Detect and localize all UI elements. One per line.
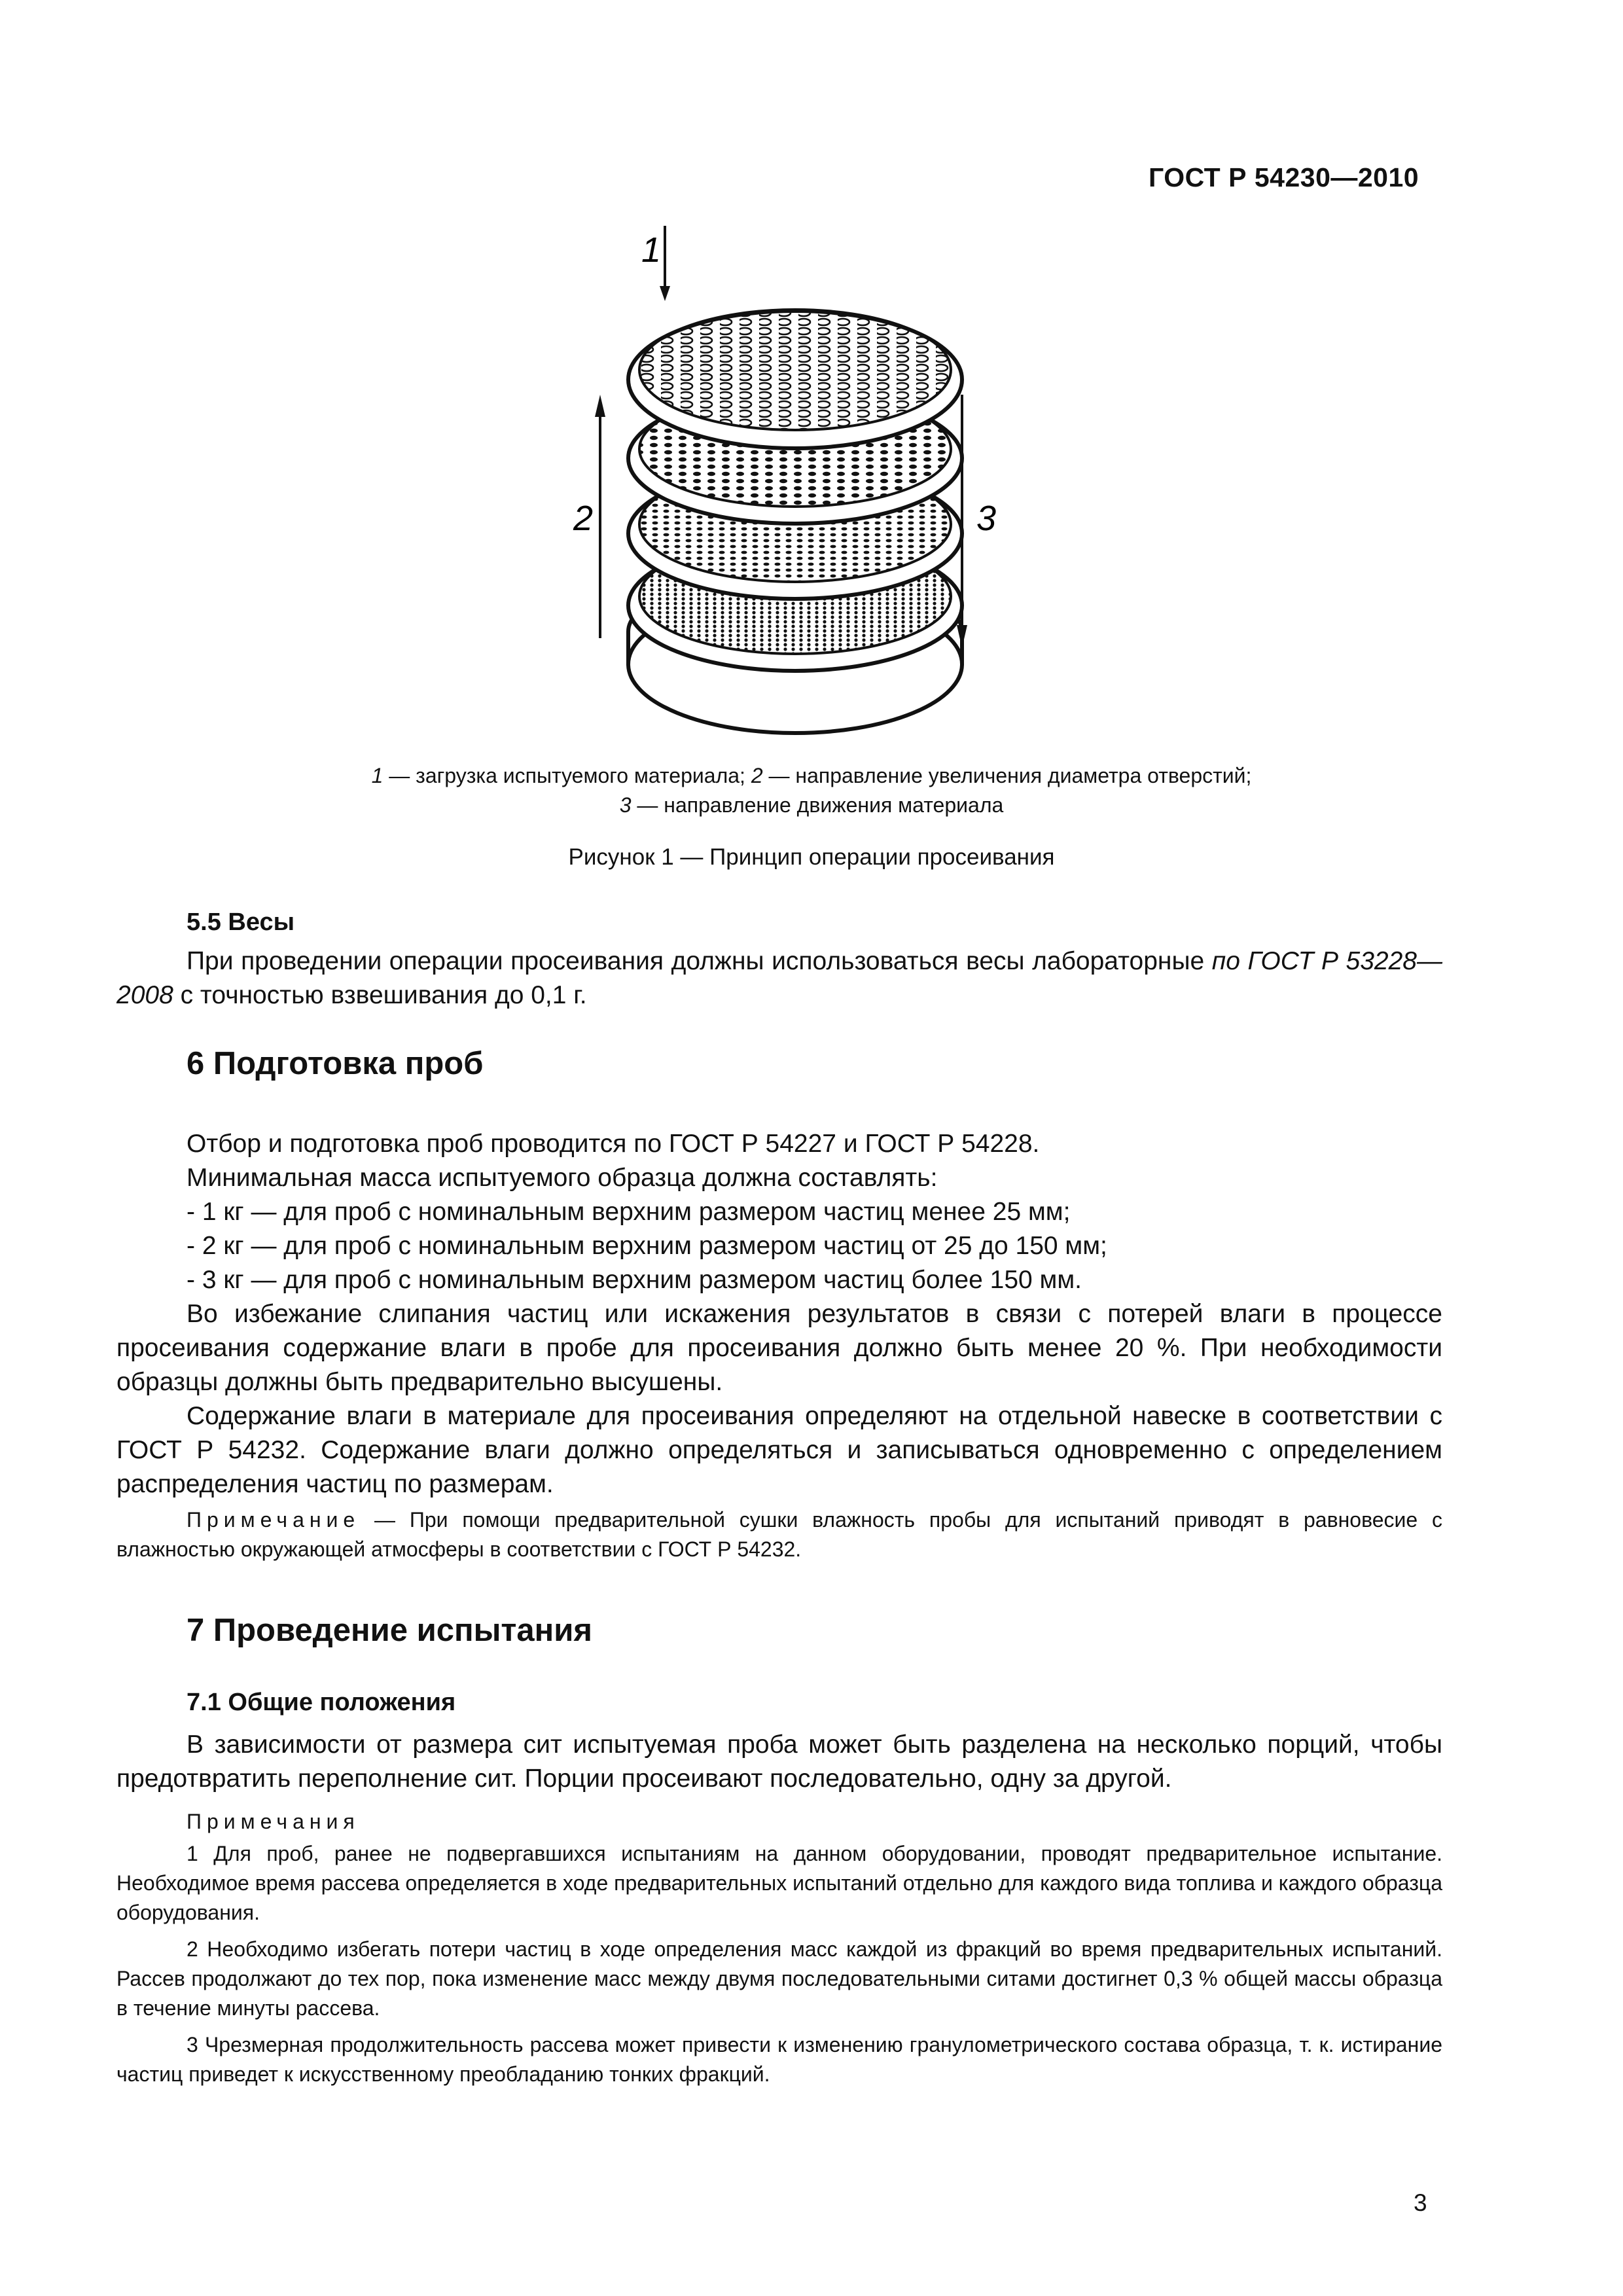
list-item: - 3 кг — для проб с номинальным верхним размером частиц более 150 мм. [187,1266,1082,1294]
section-7-heading: 7 Проведение испытания [187,1613,592,1648]
arrow-hole-size [595,395,605,638]
section-7-note-2: 2 Необходимо избегать потери частиц в ходе определения масс каждой из фракций во время предварительных испытаний. Рассев продолжают до тех пор, пока изменение масс между двумя последовательными ситами достигнет 0,3 % общей массы образца в течение минуты рассева. [116,1937,1442,2020]
figure-label-3: 3 [976,499,997,538]
figure-label-1: 1 [641,230,662,270]
figure-caption: Рисунок 1 — Принцип операции просеивания [568,844,1055,870]
section-6-p3: Во избежание слипания частиц или искажения результатов в связи с потерей влаги в процессе просеивания содержание влаги в пробе для просеивания должно быть менее 20 %. При необходимости образцы должны быть предварительно высушены. [116,1300,1442,1396]
figure-legend [196,761,1427,820]
sieve-stack-figure [563,226,1021,743]
section-6-heading: 6 Подготовка проб [187,1046,484,1081]
arrow-load [660,226,670,301]
section-6-p4: Содержание влаги в материале для просеивания определяют на отдельной навеске в соответствии с ГОСТ Р 54232. Содержание влаги должно определяться и записываться одновременно с определением распределения частиц по размерам. [116,1402,1442,1498]
section-7-1-p1: В зависимости от размера сит испытуемая проба может быть разделена на несколько порций, чтобы предотвратить переполнение сит. Порции просеивают последовательно, одну за другой. [116,1731,1442,1793]
section-5-5-heading: 5.5 Весы [187,908,295,936]
section-7-note-3: 3 Чрезмерная продолжительность рассева может привести к изменению гранулометрического состава образца, т. к. истирание частиц приведет к искусственному преобладанию тонких фракций. [116,2033,1442,2086]
section-7-1-heading: 7.1 Общие положения [187,1689,456,1716]
sieve-1 [628,310,962,448]
section-7-notes-label: Примечания [187,1810,360,1833]
section-5-5-text: При проведении операции просеивания должны использоваться весы лабораторные по ГОСТ Р 53228—2008 с точностью взвешивания до 0,1 г. [116,947,1442,1009]
list-item: - 1 кг — для проб с номинальным верхним размером частиц менее 25 мм; [187,1198,1071,1226]
figure-legend-line-1: 1 — загрузка испытуемого материала; 2 — направление увеличения диаметра отверстий; [371,764,1252,787]
section-7-note-1: 1 Для проб, ранее не подвергавшихся испытаниям на данном оборудовании, проводят предварительное испытание. Необходимое время рассева определяется в ходе предварительных испытаний отдельно для каждого вида топлива и каждого образца оборудования. [116,1842,1442,1924]
section-6-p1: Отбор и подготовка проб проводится по ГОСТ Р 54227 и ГОСТ Р 54228. [187,1130,1040,1158]
section-6-p2: Минимальная масса испытуемого образца должна составлять: [187,1164,938,1192]
document-header: ГОСТ Р 54230—2010 [1149,162,1419,192]
figure-legend-line-2: 3 — направление движения материала [619,793,1004,817]
section-6-note: Примечание — При помощи предварительной сушки влажность пробы для испытаний приводят в равновесие с влажностью окружающей атмосферы в соответствии с ГОСТ Р 54232. [116,1508,1442,1561]
list-item: - 2 кг — для проб с номинальным верхним размером частиц от 25 до 150 мм; [187,1232,1107,1260]
page-number: 3 [1414,2189,1427,2216]
figure-label-2: 2 [573,499,594,538]
